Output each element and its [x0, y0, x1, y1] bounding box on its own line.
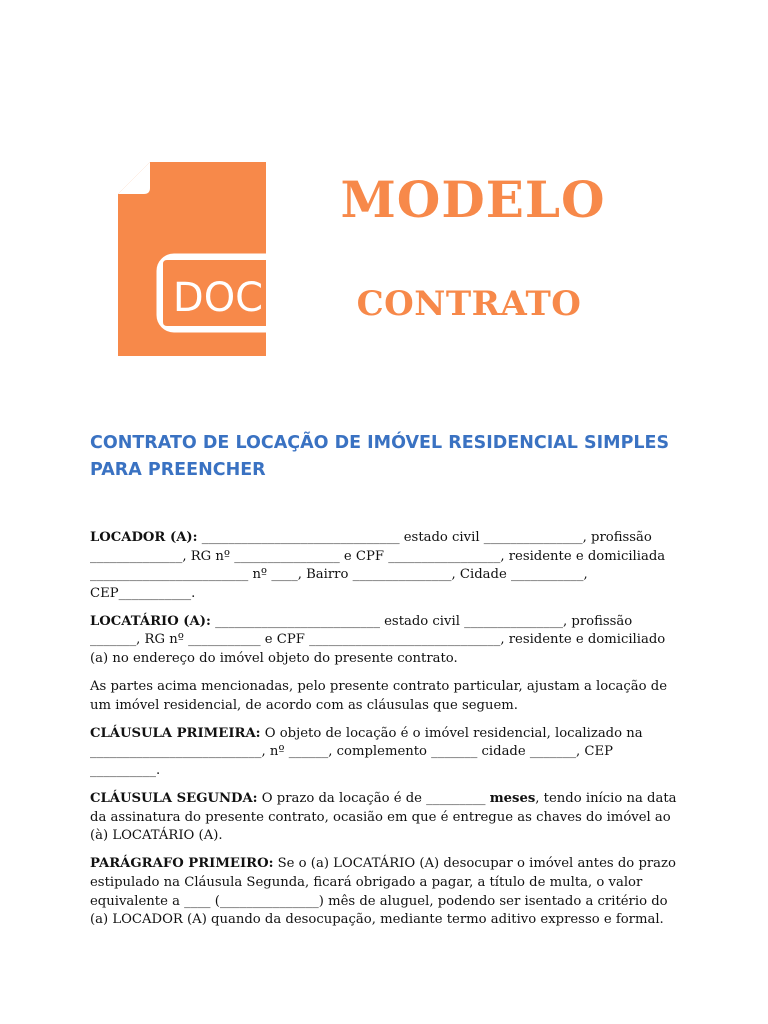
- clausula-segunda-paragraph: [90, 790, 680, 846]
- doc-file-icon-label: DOC: [172, 275, 264, 321]
- locador-paragraph: [90, 529, 680, 603]
- document-heading: CONTRATO DE LOCAÇÃO DE IMÓVEL RESIDENCIAL SIMPLES PARA PREENCHER: [90, 433, 670, 480]
- clausula-segunda-bold-word: meses: [489, 791, 536, 807]
- locatario-paragraph: [90, 613, 680, 669]
- paragrafo-primeiro-label: PARÁGRAFO PRIMEIRO:: [90, 856, 274, 872]
- brand-subtitle: CONTRATO: [356, 284, 582, 324]
- doc-file-icon: [118, 162, 268, 358]
- paragrafo-primeiro-paragraph: [90, 855, 680, 929]
- clausula-segunda-text-after: , tendo início na data da assinatura do presente contrato, ocasião em que é entregue as chaves do imóvel ao (à) LOCATÁRIO (A).: [90, 791, 677, 844]
- brand-title: MODELO: [340, 170, 606, 229]
- locatario-label: LOCATÁRIO (A):: [90, 613, 211, 629]
- clausula-segunda-label: CLÁUSULA SEGUNDA:: [90, 791, 258, 807]
- partes-paragraph: As partes acima mencionadas, pelo presente contrato particular, ajustam a locação de um imóvel residencial, de acordo com as cláusulas que seguem.: [90, 679, 668, 713]
- clausula-segunda-text-before: O prazo da locação é de _________: [257, 791, 490, 807]
- locador-text: ______________________________ estado civil _______________, profissão ______________, RG nº ________________ e CPF _________________, residente e domiciliada ________________________ nº ____, Bairro _______________, Cidade ___________, CEP___________.: [90, 530, 666, 601]
- clausula-primeira-paragraph: [90, 725, 680, 781]
- locador-label: LOCADOR (A):: [90, 530, 198, 545]
- contract-body: [90, 529, 680, 939]
- locatario-text: _________________________ estado civil _______________, profissão _______, RG nº ___________ e CPF _____________________________, residente e domiciliado (a) no endereço do imóvel objeto do presente contrato.: [90, 613, 666, 667]
- clausula-primeira-label: CLÁUSULA PRIMEIRA:: [90, 725, 261, 741]
- clausula-primeira-text: O objeto de locação é o imóvel residencial, localizado na __________________________, nº ______, complemento _______ cidade _______, CEP __________.: [90, 725, 643, 779]
- paragrafo-primeiro-text: Se o (a) LOCATÁRIO (A) desocupar o imóvel antes do prazo estipulado na Cláusula Segunda, ficará obrigado a pagar, a título de multa, o valor equivalente a ____ (_______________) mês de aluguel, podendo ser isentado a critério do (a) LOCADOR (A) quando da desocupação, mediante termo aditivo expresso e formal.: [90, 856, 676, 928]
